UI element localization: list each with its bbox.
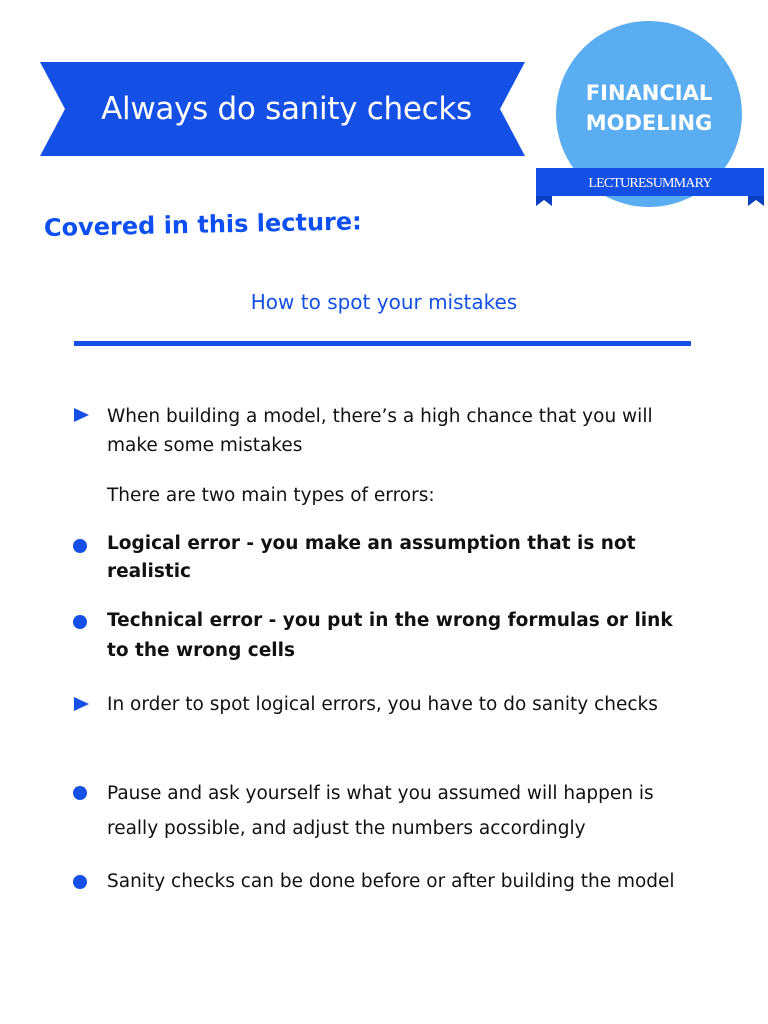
list-item: Sanity checks can be done before or after building the model — [107, 871, 675, 892]
dot-bullet-icon — [73, 615, 87, 629]
list-item: When building a model, there’s a high chance that you will make some mistakes — [107, 406, 653, 456]
section-heading: Covered in this lecture: — [43, 207, 362, 242]
triangle-bullet-icon — [74, 697, 89, 711]
title-banner — [40, 62, 525, 156]
course-badge-line-2: MODELING — [585, 111, 713, 135]
lecture-summary-label: LECTURESUMMARY — [588, 176, 712, 191]
dot-bullet-icon — [73, 875, 87, 889]
list-item: Technical error - you put in the wrong formulas or link to the wrong cells — [107, 610, 673, 661]
dot-bullet-icon — [73, 786, 87, 800]
triangle-bullet-icon — [74, 408, 89, 422]
list-item: There are two main types of errors: — [107, 485, 435, 506]
list-item: Pause and ask yourself is what you assumed will happen is really possible, and adjust the numbers accordingly — [107, 783, 654, 839]
list-item: In order to spot logical errors, you have to do sanity checks — [107, 694, 658, 715]
section-subtitle: How to spot your mistakes — [250, 290, 518, 314]
dot-bullet-icon — [73, 539, 87, 553]
divider — [74, 341, 691, 346]
lecture-summary-ribbon — [536, 166, 764, 206]
course-badge-label — [556, 78, 742, 138]
list-item: Logical error - you make an assumption that is not realistic — [107, 533, 636, 582]
page-title: Always do sanity checks — [101, 91, 472, 127]
course-badge-line-1: FINANCIAL — [585, 81, 713, 105]
